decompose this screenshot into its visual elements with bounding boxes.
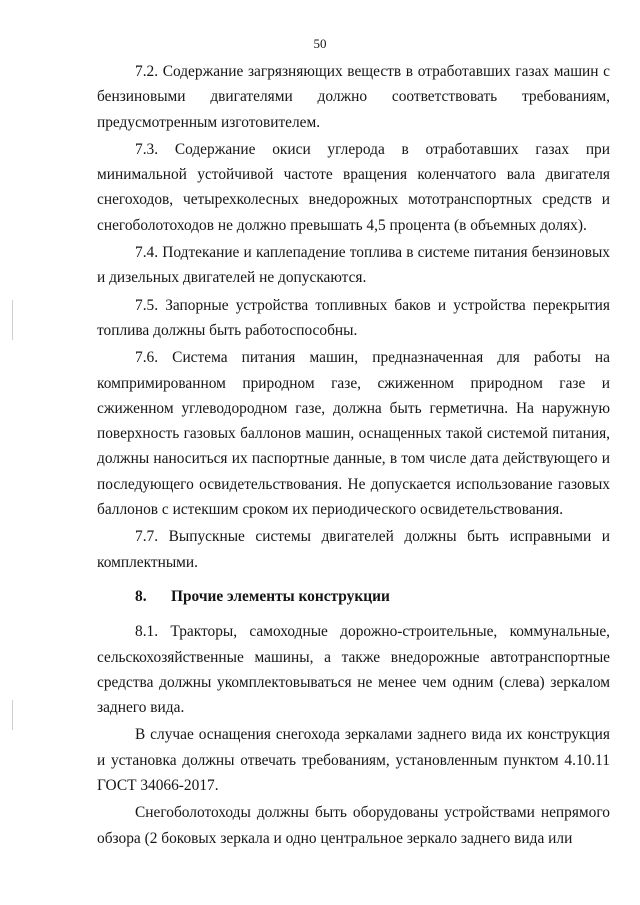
paragraph-swamp-vehicles: Снегоболотоходы должны быть оборудованы устройствами непрямого обзора (2 боковых зеркала и одно центральное зеркало заднего вида или (97, 804, 610, 847)
paragraph-7-5: 7.5. Запорные устройства топливных баков и устройства перекрытия топлива должны быть работоспособны. (97, 296, 610, 339)
paragraph-7-6: 7.6. Система питания машин, предназначенная для работы на компримированном природном газе, сжиженном природном газе и сжиженном углеводородном газе, должна быть герметична. На наружную поверхность газовых баллонов машин, оснащенных такой системой питания, должны наноситься их паспортные данные, в том числе дата действующего и последующего освидетельствования. Не допускается использование газовых баллонов с истекшим сроком их периодического освидетельствования. (97, 349, 610, 519)
paragraph-7-4: 7.4. Подтекание и каплепадение топлива в системе питания бензиновых и дизельных двигателей не допускаются. (97, 244, 610, 287)
page-number: 50 (313, 36, 327, 51)
section-title: Прочие элементы конструкции (171, 587, 390, 605)
section-number: 8. (135, 587, 147, 605)
paragraph-7-7: 7.7. Выпускные системы двигателей должны быть исправными и комплектными. (97, 528, 610, 571)
paragraph-7-3: 7.3. Содержание окиси углерода в отработавших газах при минимальной устойчивой частоте вращения коленчатого вала двигателя снегоходов, четырехколесных внедорожных мототранспортных средств и снегоболотоходов не должно превышать 4,5 процента (в объемных долях). (97, 140, 610, 234)
paragraph-snowmobile-mirrors: В случае оснащения снегохода зеркалами заднего вида их конструкция и установка должны отвечать требованиям, установленным пунктом 4.10.11 ГОСТ 34066-2017. (97, 726, 610, 795)
paragraph-7-2: 7.2. Содержание загрязняющих веществ в отработавших газах машин с бензиновыми двигателями должно соответствовать требованиям, предусмотренным изготовителем. (97, 63, 610, 131)
section-heading (97, 584, 610, 609)
paragraph-8-1: 8.1. Тракторы, самоходные дорожно-строительные, коммунальные, сельскохозяйственные машины, а также внедорожные автотранспортные средства должны укомплектовываться не менее чем одним (слева) зеркалом заднего вида. (97, 623, 610, 717)
scan-margin-mark (12, 700, 13, 730)
scan-margin-mark (12, 300, 13, 340)
document-body (97, 59, 610, 853)
